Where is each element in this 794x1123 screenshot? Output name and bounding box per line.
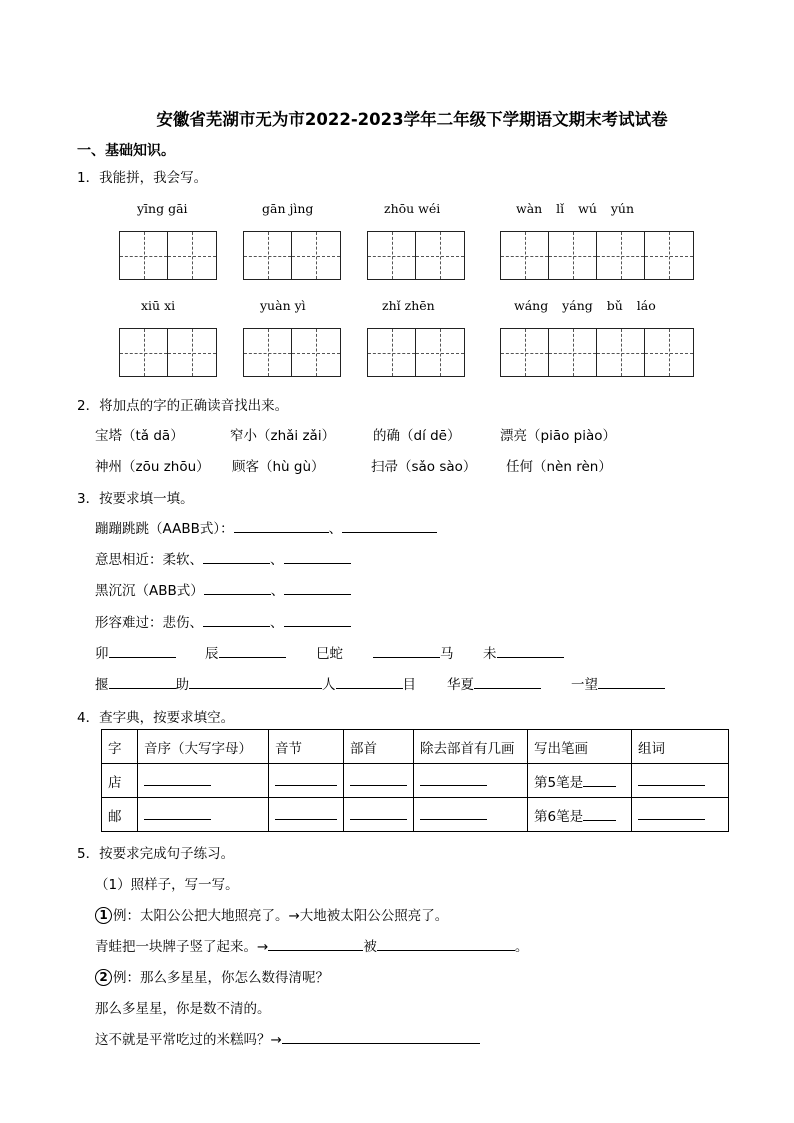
fill-row xyxy=(95,579,351,599)
idiom-word: 助 xyxy=(175,677,189,693)
prompt: 意思相近：柔软、 xyxy=(95,552,203,568)
prompt: 蹦蹦跳跳（AABB式）： xyxy=(95,521,234,537)
table-row xyxy=(102,764,729,798)
fill-row xyxy=(95,548,351,568)
table-cell-char: 邮 xyxy=(102,798,138,832)
stroke-prompt: 第6笔是 xyxy=(534,808,584,825)
zodiac-word: 巳蛇 xyxy=(316,646,343,662)
reading-choice[interactable]: 顾客（hù gù） xyxy=(232,459,325,475)
writing-grid[interactable] xyxy=(243,231,341,280)
fill-row xyxy=(95,611,351,631)
answer-line-2 xyxy=(95,1028,480,1048)
answer-blank[interactable] xyxy=(109,644,176,658)
idiom-word: 一望 xyxy=(571,677,598,693)
writing-grid[interactable] xyxy=(367,231,465,280)
zodiac-word: 卯 xyxy=(95,646,109,662)
answer-blank[interactable] xyxy=(420,806,487,820)
answer-blank[interactable] xyxy=(583,807,616,821)
pinyin-label: wàn lǐ wú yún xyxy=(516,201,635,216)
separator: 、 xyxy=(270,583,285,599)
answer-blank[interactable] xyxy=(284,581,351,595)
example-text: 例：太阳公公把大地照亮了。→大地被太阳公公照亮了。 xyxy=(113,908,449,924)
separator: 、 xyxy=(328,521,343,537)
answer-blank[interactable] xyxy=(268,937,363,951)
reading-choice[interactable]: 漂亮（piāo piào） xyxy=(500,428,616,444)
pinyin-label: yīng gāi xyxy=(137,201,188,216)
answer-blank[interactable] xyxy=(474,675,541,689)
dictionary-table xyxy=(101,729,729,832)
circled-number: 2 xyxy=(95,969,112,986)
answer-blank[interactable] xyxy=(144,772,211,786)
table-row xyxy=(102,798,729,832)
table-header: 字 xyxy=(102,730,138,764)
section-heading-basics: 一、基础知识。 xyxy=(77,143,175,159)
prompt: 青蛙把一块牌子竖了起来。→ xyxy=(95,939,269,955)
answer-blank[interactable] xyxy=(203,550,270,564)
answer-blank[interactable] xyxy=(350,772,407,786)
idiom-word: 人 xyxy=(322,677,336,693)
prompt: 被 xyxy=(363,939,377,955)
table-header: 组词 xyxy=(632,730,729,764)
question-2-label: 2．将加点的字的正确读音找出来。 xyxy=(77,398,289,414)
reading-choice[interactable]: 扫帚（sǎo sào） xyxy=(371,459,477,475)
separator: 、 xyxy=(270,552,284,568)
reading-choice[interactable]: 宝塔（tǎ dā） xyxy=(95,428,184,444)
prompt: 这不就是平常吃过的米糕吗？→ xyxy=(95,1032,282,1048)
answer-blank[interactable] xyxy=(497,644,564,658)
question-4-label: 4．查字典，按要求填空。 xyxy=(77,710,235,726)
answer-blank[interactable] xyxy=(284,613,351,627)
pinyin-label: xiū xi xyxy=(141,298,176,313)
pinyin-label: wáng yáng bǔ láo xyxy=(514,298,656,313)
answer-blank[interactable] xyxy=(203,613,270,627)
prompt: 。 xyxy=(514,939,529,955)
answer-blank[interactable] xyxy=(284,550,351,564)
answer-blank[interactable] xyxy=(350,806,407,820)
answer-blank[interactable] xyxy=(234,519,329,533)
writing-grid[interactable] xyxy=(119,231,217,280)
idiom-word: 华夏 xyxy=(447,677,474,693)
answer-blank[interactable] xyxy=(275,772,337,786)
zodiac-word: 马 xyxy=(440,646,454,662)
question-5-label: 5．按要求完成句子练习。 xyxy=(77,846,235,862)
answer-blank[interactable] xyxy=(598,675,665,689)
example-1 xyxy=(95,904,448,924)
reading-choice[interactable]: 任何（nèn rèn） xyxy=(506,459,612,475)
answer-blank[interactable] xyxy=(420,772,487,786)
answer-blank[interactable] xyxy=(638,806,705,820)
table-header: 音节 xyxy=(269,730,344,764)
answer-blank[interactable] xyxy=(373,644,440,658)
answer-blank[interactable] xyxy=(219,644,286,658)
pinyin-label: gān jìng xyxy=(262,201,314,216)
prompt: 形容难过：悲伤、 xyxy=(95,615,203,631)
table-header: 部首 xyxy=(344,730,414,764)
reading-choice[interactable]: 窄小（zhǎi zǎi） xyxy=(230,428,336,444)
table-header: 除去部首有几画 xyxy=(414,730,528,764)
answer-blank[interactable] xyxy=(189,675,322,689)
idiom-word: 目 xyxy=(402,677,416,693)
idiom-word: 揠 xyxy=(95,677,109,693)
writing-grid[interactable] xyxy=(243,328,341,377)
reading-choice[interactable]: 的确（dí dē） xyxy=(373,428,461,444)
zodiac-word: 未 xyxy=(483,646,497,662)
answer-blank[interactable] xyxy=(638,772,705,786)
question-3-label: 3．按要求填一填。 xyxy=(77,491,194,507)
answer-blank[interactable] xyxy=(282,1030,480,1044)
answer-blank[interactable] xyxy=(377,937,515,951)
answer-blank[interactable] xyxy=(204,581,271,595)
writing-grid[interactable] xyxy=(500,231,694,280)
stroke-prompt: 第5笔是 xyxy=(534,774,584,791)
pinyin-label: zhǐ zhēn xyxy=(382,298,435,313)
page-title: 安徽省芜湖市无为市2022-2023学年二年级下学期语文期末考试试卷 xyxy=(156,110,668,129)
pinyin-label: yuàn yì xyxy=(260,298,306,313)
prompt: 黑沉沉（ABB式） xyxy=(95,583,204,599)
pinyin-label: zhōu wéi xyxy=(384,201,441,216)
answer-blank[interactable] xyxy=(144,806,211,820)
fill-row xyxy=(95,517,437,537)
writing-grid[interactable] xyxy=(500,328,694,377)
example-2 xyxy=(95,966,329,986)
answer-blank[interactable] xyxy=(275,806,337,820)
example-text: 那么多星星，你是数不清的。 xyxy=(95,1001,271,1017)
zodiac-word: 辰 xyxy=(205,646,219,662)
answer-blank[interactable] xyxy=(109,675,176,689)
sub-question-label: （1）照样子，写一写。 xyxy=(95,877,239,893)
answer-line-1 xyxy=(95,935,528,955)
table-header: 写出笔画 xyxy=(528,730,632,764)
separator: 、 xyxy=(270,615,284,631)
table-header: 音序（大写字母） xyxy=(138,730,269,764)
writing-grid[interactable] xyxy=(119,328,217,377)
writing-grid[interactable] xyxy=(367,328,465,377)
question-1-label: 1．我能拼，我会写。 xyxy=(77,170,208,186)
reading-choice[interactable]: 神州（zōu zhōu） xyxy=(95,459,210,475)
table-header-row xyxy=(102,730,729,764)
answer-blank[interactable] xyxy=(583,773,616,787)
answer-blank[interactable] xyxy=(336,675,403,689)
zodiac-row xyxy=(95,642,176,662)
example-text: 例：那么多星星，你怎么数得清呢？ xyxy=(113,970,329,986)
circled-number: 1 xyxy=(95,907,112,924)
answer-blank[interactable] xyxy=(342,519,437,533)
table-cell-char: 店 xyxy=(102,764,138,798)
